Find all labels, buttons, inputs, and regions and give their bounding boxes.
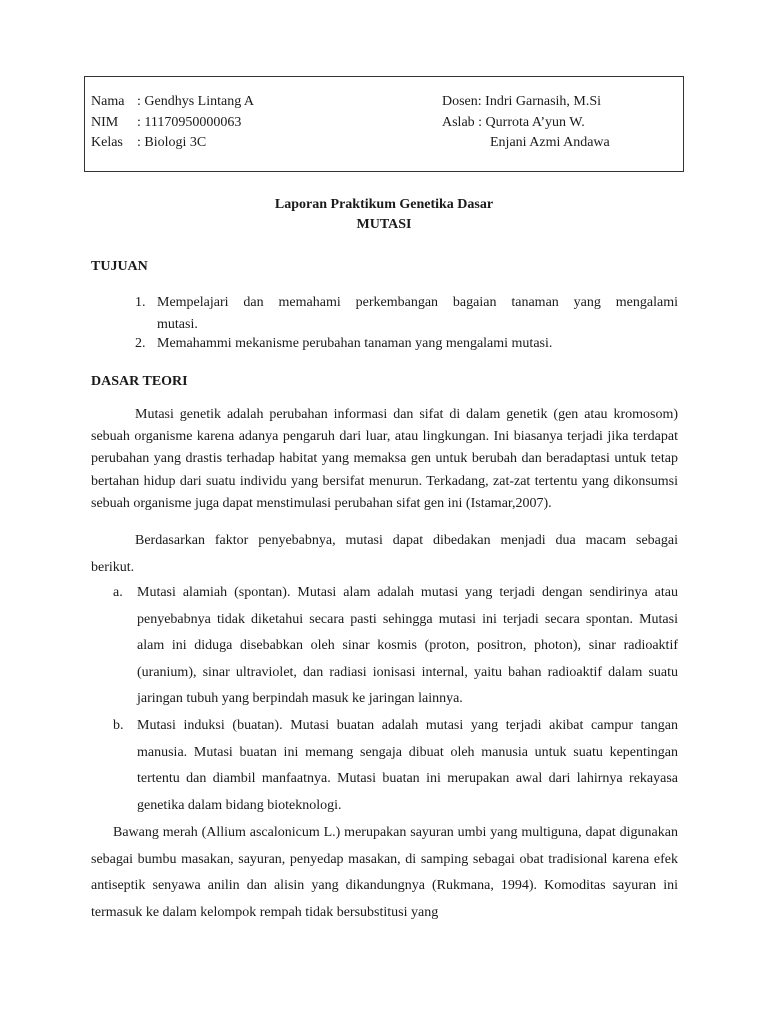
list-text-line1: Mempelajari dan memahami perkembangan bagaian tanaman yang mengalami <box>157 295 678 310</box>
list-text-line1: Memahammi mekanisme perubahan tanaman yang mengalami mutasi. <box>157 336 553 351</box>
nim-label: NIM <box>91 115 119 130</box>
nama-row <box>91 93 254 111</box>
paragraph-3: Bawang merah (Allium ascalonicum L.) merupakan sayuran umbi yang multiguna, dapat digunakan sebagai bumbu masakan, sayuran, penyedap masakan, di samping sebagai obat tradisional karena efek antiseptik senyawa anilin dan alisin yang dikandungnya (Rukmana, 1994). Komoditas sayuran ini termasuk ke dalam kelompok rempah tidak bersubstitusi yang <box>91 825 678 920</box>
kelas-row <box>91 134 206 152</box>
aslab-row <box>442 114 585 132</box>
paragraph-2-line2: berikut. <box>91 560 135 575</box>
nama-label: Nama <box>91 94 125 109</box>
list-number: 2. <box>135 336 146 351</box>
nama-value: : Gendhys Lintang A <box>137 94 255 109</box>
kelas-value: : Biologi 3C <box>137 135 207 150</box>
aslab-value: : Qurrota A’yun W. <box>478 115 585 130</box>
list-text: Mutasi alamiah (spontan). Mutasi alam adalah mutasi yang terjadi dengan sendirinya atau penyebabnya tidak diketahui secara pasti sehingga mutasi ini terjadi secara spontan. Mutasi alam ini diduga disebabkan oleh sinar kosmis (proton, positron, photon), sinar radioaktif (uranium), sinar ultraviolet, dan radiasi ionisasi internal, yaitu bahan radioaktif dalam suatu jaringan tubuh yang berpindah masuk ke jaringan lainnya. <box>137 585 678 707</box>
aslab-value-2: Enjani Azmi Andawa <box>490 135 610 150</box>
kelas-label: Kelas <box>91 135 123 150</box>
section-heading-tujuan: TUJUAN <box>91 259 148 274</box>
paragraph-1: Mutasi genetik adalah perubahan informasi dan sifat di dalam genetik (gen atau kromosom) sebuah organisme karena adanya pengaruh dari luar, atau lingkungan. Ini biasanya terjadi jika terdapat perubahan yang drastis terhadap habitat yang memaksa gen untuk berubah dan beradaptasi untuk tetap bertahan hidup dari suatu individu yang bersifat menurun. Terkadang, zat-zat tertentu yang dikonsumsi sebuah organisme juga dapat menstimulasi perubahan sifat gen ini (Istamar,2007). <box>91 407 678 511</box>
nim-value: : 11170950000063 <box>137 115 242 130</box>
list-marker: b. <box>113 718 124 733</box>
aslab-label: Aslab <box>442 115 475 130</box>
nim-row <box>91 114 241 132</box>
list-marker: a. <box>113 585 123 600</box>
list-number: 1. <box>135 295 146 310</box>
report-title: Laporan Praktikum Genetika Dasar <box>274 197 494 212</box>
paragraph-2-line1: Berdasarkan faktor penyebabnya, mutasi dapat dibedakan menjadi dua macam sebagai <box>135 533 678 548</box>
dosen-line: Dosen: Indri Garnasih, M.Si <box>442 94 602 109</box>
section-heading-dasar-teori: DASAR TEORI <box>91 374 188 389</box>
list-text: Mutasi induksi (buatan). Mutasi buatan adalah mutasi yang terjadi akibat campur tangan manusia. Mutasi buatan ini memang sengaja dibuat oleh manusia untuk suatu kepentingan tertentu dan diambil manfaatnya. Mutasi buatan ini merupakan awal dari lahirnya rekayasa genetika dalam bidang bioteknologi. <box>137 718 678 813</box>
list-text-line2: mutasi. <box>157 317 198 332</box>
report-subtitle: MUTASI <box>356 217 412 232</box>
